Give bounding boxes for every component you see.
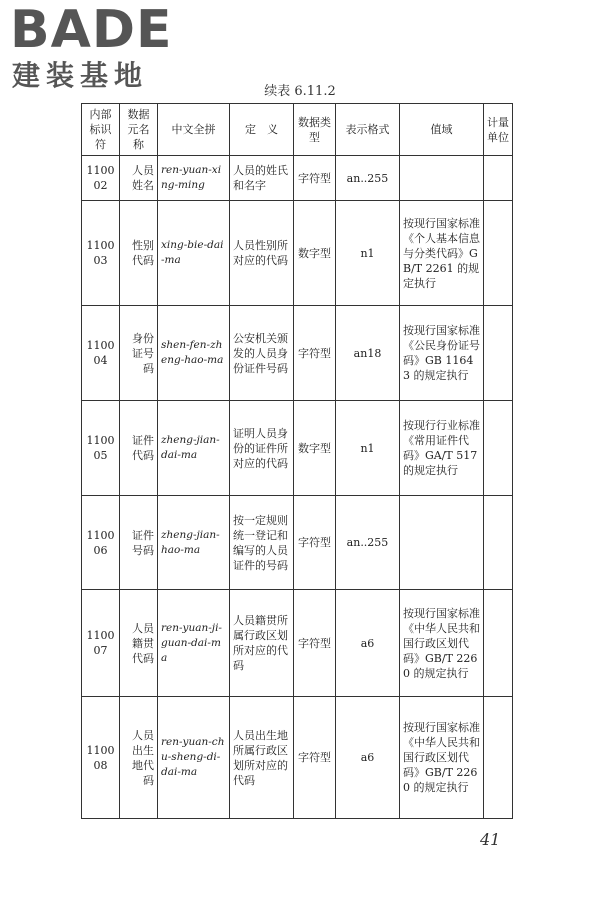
- cell-name: 性别代码: [120, 201, 158, 306]
- cell-format: a6: [336, 590, 400, 697]
- cell-definition: 人员的姓氏和名字: [230, 156, 294, 201]
- cell-code: 110007: [82, 590, 120, 697]
- header-data-type: 数据类型: [294, 104, 336, 156]
- cell-name: 证件代码: [120, 401, 158, 496]
- cell-domain: 按现行国家标准《公民身份证号码》GB 11643 的规定执行: [400, 306, 484, 401]
- cell-type: 字符型: [294, 156, 336, 201]
- cell-type: 数字型: [294, 401, 336, 496]
- cell-domain: 按现行行业标准《常用证件代码》GA/T 517 的规定执行: [400, 401, 484, 496]
- cell-pinyin: ren-yuan-xing-ming: [158, 156, 230, 201]
- cell-code: 110008: [82, 697, 120, 819]
- cell-pinyin: ren-yuan-ji-guan-dai-ma: [158, 590, 230, 697]
- cell-code: 110003: [82, 201, 120, 306]
- cell-format: n1: [336, 401, 400, 496]
- brand-logo: BADE: [10, 0, 173, 60]
- cell-format: an..255: [336, 496, 400, 590]
- cell-name: 身份证号码: [120, 306, 158, 401]
- cell-type: 数字型: [294, 201, 336, 306]
- header-definition: 定 义: [230, 104, 294, 156]
- cell-code: 110004: [82, 306, 120, 401]
- table-row: [82, 201, 513, 306]
- header-unit: 计量单位: [484, 104, 513, 156]
- cell-definition: 人员出生地所属行政区划所对应的代码: [230, 697, 294, 819]
- cell-unit: [484, 306, 513, 401]
- table-header-row: [82, 104, 513, 156]
- cell-type: 字符型: [294, 306, 336, 401]
- header-element-name: 数据元名称: [120, 104, 158, 156]
- cell-name: 人员籍贯代码: [120, 590, 158, 697]
- cell-name: 人员姓名: [120, 156, 158, 201]
- table-row: [82, 401, 513, 496]
- cell-definition: 人员性别所对应的代码: [230, 201, 294, 306]
- table-row: [82, 697, 513, 819]
- cell-domain: 按现行国家标准《中华人民共和国行政区划代码》GB/T 2260 的规定执行: [400, 590, 484, 697]
- cell-code: 110002: [82, 156, 120, 201]
- cell-unit: [484, 401, 513, 496]
- header-pinyin: 中文全拼: [158, 104, 230, 156]
- table-caption: 续表 6.11.2: [264, 84, 336, 99]
- cell-definition: 按一定规则统一登记和编写的人员证件的号码: [230, 496, 294, 590]
- cell-unit: [484, 590, 513, 697]
- cell-code: 110006: [82, 496, 120, 590]
- brand-subtitle: 建装基地: [12, 59, 149, 92]
- cell-definition: 人员籍贯所属行政区划所对应的代码: [230, 590, 294, 697]
- cell-type: 字符型: [294, 697, 336, 819]
- cell-format: an..255: [336, 156, 400, 201]
- cell-pinyin: zheng-jian-hao-ma: [158, 496, 230, 590]
- cell-domain: 按现行国家标准《个人基本信息与分类代码》GB/T 2261 的规定执行: [400, 201, 484, 306]
- cell-pinyin: shen-fen-zheng-hao-ma: [158, 306, 230, 401]
- cell-domain: 按现行国家标准《中华人民共和国行政区划代码》GB/T 2260 的规定执行: [400, 697, 484, 819]
- cell-unit: [484, 697, 513, 819]
- cell-domain: [400, 496, 484, 590]
- cell-format: n1: [336, 201, 400, 306]
- cell-type: 字符型: [294, 496, 336, 590]
- cell-unit: [484, 496, 513, 590]
- page-number: 41: [480, 830, 501, 849]
- cell-unit: [484, 156, 513, 201]
- cell-definition: 公安机关颁发的人员身份证件号码: [230, 306, 294, 401]
- header-internal-id: 内部标识符: [82, 104, 120, 156]
- cell-pinyin: zheng-jian-dai-ma: [158, 401, 230, 496]
- cell-domain: [400, 156, 484, 201]
- data-element-table: [81, 103, 513, 819]
- cell-name: 人员出生地代码: [120, 697, 158, 819]
- table-row: [82, 496, 513, 590]
- cell-name: 证件号码: [120, 496, 158, 590]
- cell-format: an18: [336, 306, 400, 401]
- header-value-domain: 值域: [400, 104, 484, 156]
- table-row: [82, 590, 513, 697]
- table-row: [82, 156, 513, 201]
- cell-code: 110005: [82, 401, 120, 496]
- cell-pinyin: xing-bie-dai-ma: [158, 201, 230, 306]
- cell-format: a6: [336, 697, 400, 819]
- cell-pinyin: ren-yuan-chu-sheng-di-dai-ma: [158, 697, 230, 819]
- header-format: 表示格式: [336, 104, 400, 156]
- cell-definition: 证明人员身份的证件所对应的代码: [230, 401, 294, 496]
- cell-unit: [484, 201, 513, 306]
- table-row: [82, 306, 513, 401]
- cell-type: 字符型: [294, 590, 336, 697]
